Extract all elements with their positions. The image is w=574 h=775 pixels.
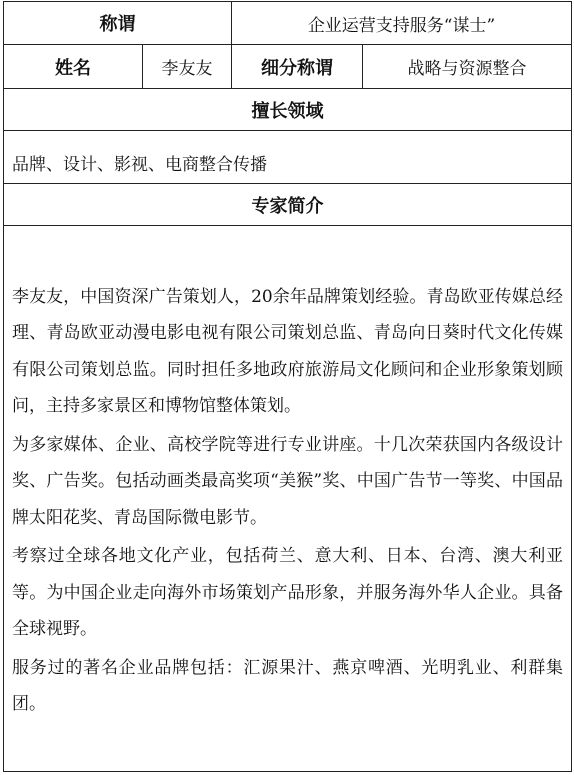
profile-heading-row <box>4 184 572 226</box>
profile-paragraph: 服务过的著名企业品牌包括：汇源果汁、燕京啤酒、光明乳业、利群集团。 <box>12 657 564 714</box>
name-label: 姓名 <box>4 45 143 89</box>
title-value: 企业运营支持服务“谋士” <box>232 2 572 45</box>
sub-title-value: 战略与资源整合 <box>363 45 572 89</box>
name-value: 李友友 <box>143 45 232 89</box>
name-row <box>4 45 572 89</box>
profile-paragraph: 李友友，中国资深广告策划人，20余年品牌策划经验。青岛欧亚传媒总经理、青岛欧亚动漫电影电视有限公司策划总监、青岛向日葵时代文化传媒有限公司策划总监。同时担任多地政府旅游局文化顾问和企业形象策划顾问，主持多家景区和博物馆整体策划。 <box>12 286 564 416</box>
profile-row <box>4 226 572 772</box>
profile-heading: 专家简介 <box>4 184 572 226</box>
expertise-heading-row <box>4 89 572 131</box>
profile-cell <box>4 226 572 772</box>
profile-table <box>3 1 572 772</box>
sub-title-label: 细分称谓 <box>232 45 363 89</box>
profile-body <box>4 273 571 723</box>
title-row <box>4 2 572 45</box>
expertise-heading: 擅长领域 <box>4 89 572 131</box>
expertise-text: 品牌、设计、影视、电商整合传播 <box>12 154 267 175</box>
profile-paragraph: 为多家媒体、企业、高校学院等进行专业讲座。十几次荣获国内各级设计奖、广告奖。包括动画类最高奖项“美猴”奖、中国广告节一等奖、中国品牌太阳花奖、青岛国际微电影节。 <box>12 434 564 528</box>
expertise-cell <box>4 131 572 184</box>
profile-paragraph: 考察过全球各地文化产业，包括荷兰、意大利、日本、台湾、澳大利亚等。为中国企业走向海外市场策划产品形象，并服务海外华人企业。具备全球视野。 <box>12 546 564 639</box>
title-label: 称谓 <box>4 2 232 45</box>
expertise-row <box>4 131 572 184</box>
